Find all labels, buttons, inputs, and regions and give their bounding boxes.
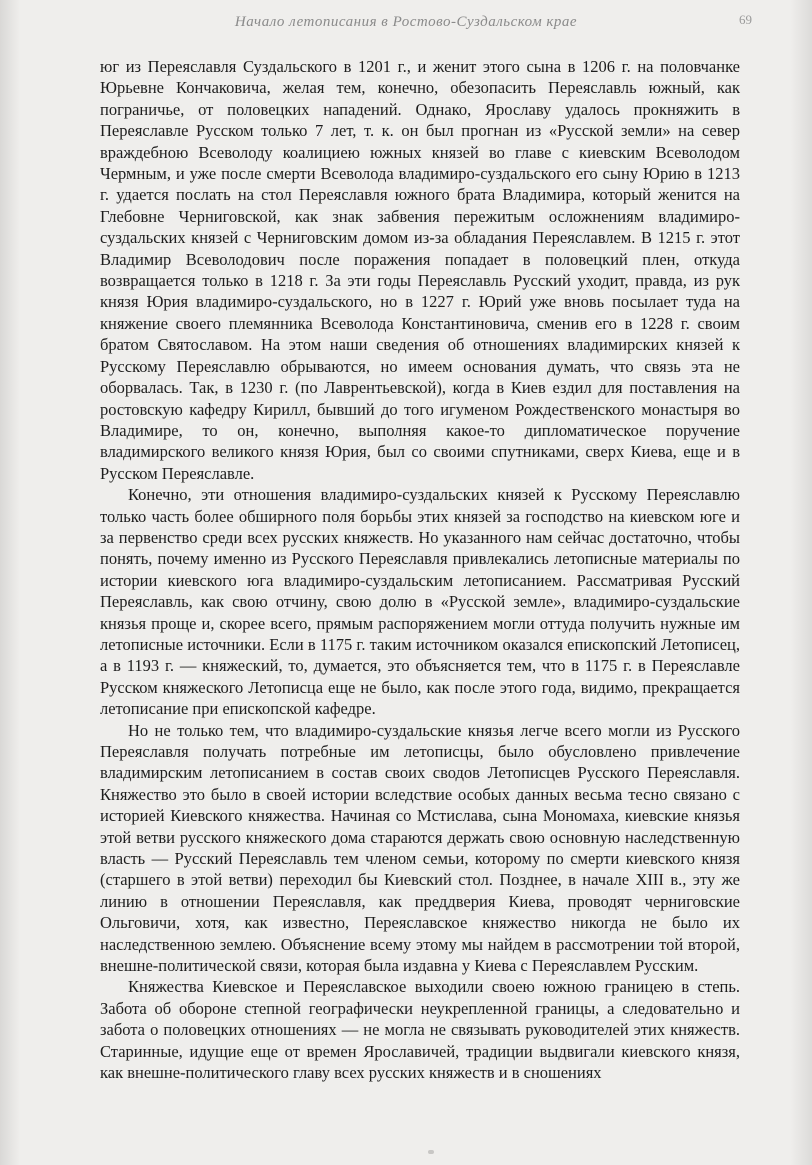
running-title: Начало летописания в Ростово-Суздальском крае	[234, 14, 578, 30]
print-mark	[428, 1150, 434, 1154]
page-number: 69	[739, 12, 752, 27]
paragraph-2: Конечно, эти отношения владимиро-суздальских князей к Русскому Переяславлю только часть более обширного поля борьбы этих князей за господство на киевском юге и за первенство среди всех русских княжеств. Но указанного нам сейчас достаточно, чтобы понять, почему именно из Русского Переяславля привлекались летописные материалы по истории киевского юга владимиро-суздальским летописанием. Рассматривая Русский Переяславль, как свою отчину, свою долю в «Русской земле», владимиро-суздальские князья проще и, скорее всего, прямым распоряжением могли оттуда получить нужные им летописные источники. Если в 1175 г. таким источником оказался епископский Летописец, а в 1193 г. — княжеский, то, думается, это объясняется тем, что в 1175 г. в Переяславле Русском княжеского Летописца еще не было, как после этого года, видимо, прекращается летописание при епископской кафедре.	[100, 485, 740, 719]
paragraph-4: Княжества Киевское и Переяславское выходили своею южною границею в степь. Забота об обороне степной географически неукрепленной границы, а следовательно и забота о половецких отношениях — не могла не связывать руководителей этих княжеств. Старинные, идущие еще от времен Ярославичей, традиции выдвигали киевского князя, как внешне-политического главу всех русских княжеств и в сношениях	[100, 977, 740, 1083]
running-head	[0, 10, 812, 36]
paragraph-3: Но не только тем, что владимиро-суздальские князья легче всего могли из Русского Переяславля получать потребные им летописцы, было обусловлено привлечение владимирским летописанием в состав своих сводов Летописцев Русского Переяславля. Княжество это было в своей истории вследствие особых данных весьма тесно связано с историей Киевского княжества. Начиная со Мстислава, сына Мономаха, киевские князья этой ветви русского княжеского дома стараются держать свою основную наследственную власть — Русский Переяславль тем членом семьи, которому по смерти киевского князя (старшего в этой ветви) переходил бы Киевский стол. Позднее, в начале XIII в., эту же линию в отношении Переяславля, как преддверия Киева, проводят черниговские Ольговичи, хотя, как известно, Переяславское княжество никогда не было их наследственною землею. Объяснение всему этому мы найдем в рассмотрении той второй, внешне-политической связи, которая была издавна у Киева с Переяславлем Русским.	[100, 720, 740, 976]
text-body	[100, 56, 740, 1084]
paragraph-1: юг из Переяславля Суздальского в 1201 г., и женит этого сына в 1206 г. на половчанке Юрьевне Кончаковича, желая тем, конечно, обезопасить Переяславль южный, как пограничье, от половецких нападений. Однако, Ярославу удалось прокняжить в Переяславле Русском только 7 лет, т. к. он был прогнан из «Русской земли» на север враждебною Всеволоду коалициею южных князей во главе с киевским Всеволодом Чермным, и уже после смерти Всеволода владимиро-суздальского его сыну Юрию в 1213 г. удается послать на стол Переяславля южного брата Владимира, который женится на Глебовне Черниговской, как знак забвения пережитым осложнениям владимиро-суздальских князей с Черниговским домом из-за обладания Переяславлем. В 1215 г. этот Владимир Всеволодович после поражения попадает в половецкий плен, откуда возвращается только в 1218 г. За эти годы Переяславль Русский уходит, правда, из рук князя Юрия владимиро-суздальского, но в 1227 г. Юрий уже вновь посылает туда на княжение своего племянника Всеволода Константиновича, сменив его в 1228 г. своим братом Святославом. На этом наши сведения об отношениях владимирских князей к Русскому Переяславлю обрываются, но имеем основания думать, что связь эта не оборвалась. Так, в 1230 г. (по Лаврентьевской), когда в Киев ездил для поставления на ростовскую кафедру Кирилл, бывший до того игуменом Рождественского монастыря во Владимире, то он, конечно, выполняя какое-то дипломатическое поручение владимирского великого князя Юрия, был со своими спутниками, сверх Киева, еще и в Русском Переяславле.	[100, 57, 740, 483]
